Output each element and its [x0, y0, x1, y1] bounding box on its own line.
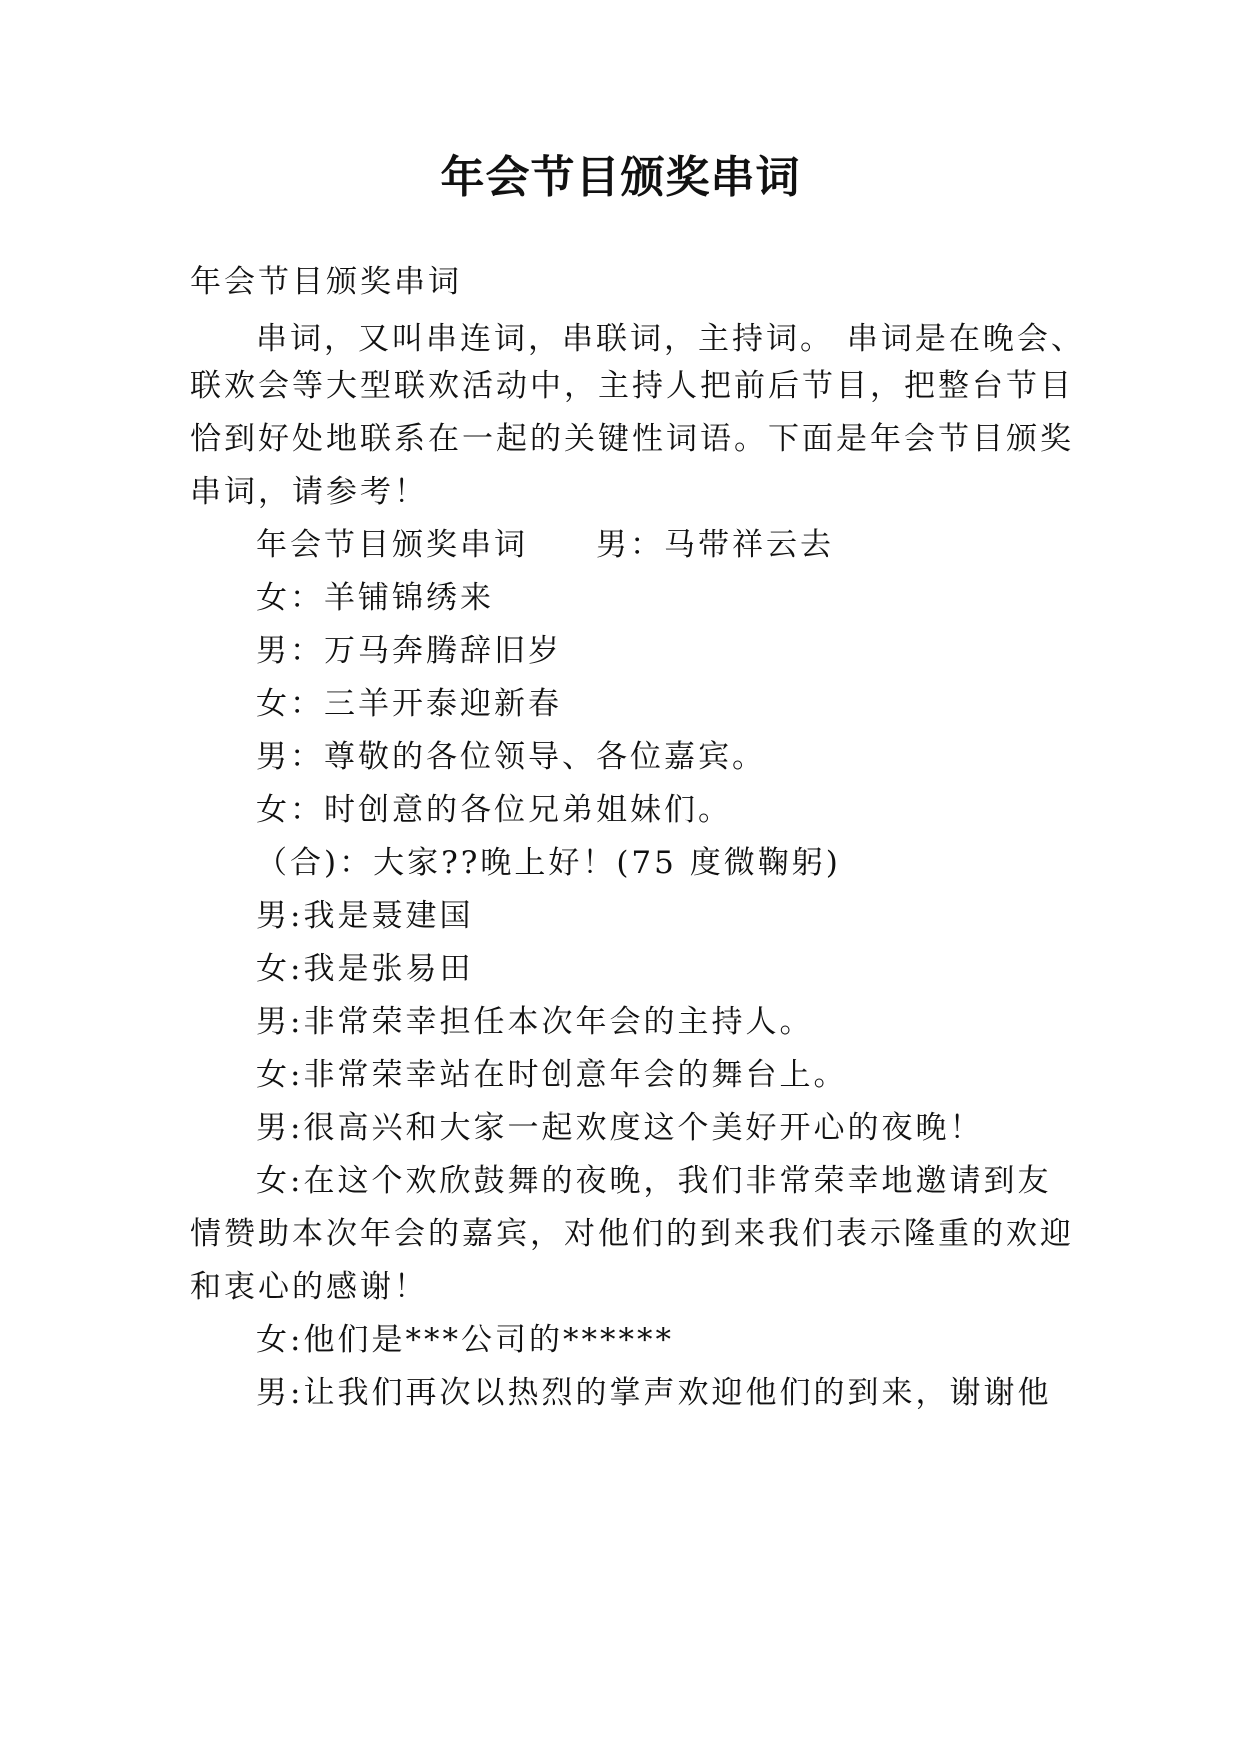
body-line: 女：三羊开泰迎新春	[256, 686, 562, 722]
body-line: 女:我是张易田	[256, 951, 474, 987]
body-line: 年会节目颁奖串词 男：马带祥云去	[256, 527, 834, 563]
body-line: 联欢会等大型联欢活动中，主持人把前后节目，把整台节目	[190, 368, 1074, 404]
body-line: （合)：大家??晚上好！(75 度微鞠躬)	[256, 845, 841, 881]
subtitle-line: 年会节目颁奖串词	[190, 264, 462, 300]
body-line: 男:很高兴和大家一起欢度这个美好开心的夜晚！	[256, 1110, 984, 1146]
body-line: 男：尊敬的各位领导、各位嘉宾。	[256, 739, 766, 775]
body-line: 和衷心的感谢！	[190, 1269, 428, 1305]
body-line: 女:非常荣幸站在时创意年会的舞台上。	[256, 1057, 848, 1093]
body-line: 女：羊铺锦绣来	[256, 580, 494, 616]
body-line: 恰到好处地联系在一起的关键性词语。下面是年会节目颁奖	[190, 421, 1074, 457]
body-line: 女:在这个欢欣鼓舞的夜晚，我们非常荣幸地邀请到友	[256, 1163, 1052, 1199]
body-line: 串词，请参考！	[190, 474, 428, 510]
body-line: 串词，又叫串连词，串联词，主持词。 串词是在晚会、	[256, 321, 1085, 357]
body-line: 男:非常荣幸担任本次年会的主持人。	[256, 1004, 814, 1040]
body-line: 情赞助本次年会的嘉宾，对他们的到来我们表示隆重的欢迎	[190, 1216, 1074, 1252]
body-line: 男:让我们再次以热烈的掌声欢迎他们的到来，谢谢他	[256, 1375, 1052, 1411]
body-line: 女:他们是***公司的******	[256, 1322, 674, 1358]
body-line: 男：万马奔腾辞旧岁	[256, 633, 562, 669]
body-line: 男:我是聂建国	[256, 898, 474, 934]
document-title: 年会节目颁奖串词	[440, 152, 801, 203]
body-line: 女：时创意的各位兄弟姐妹们。	[256, 792, 732, 828]
